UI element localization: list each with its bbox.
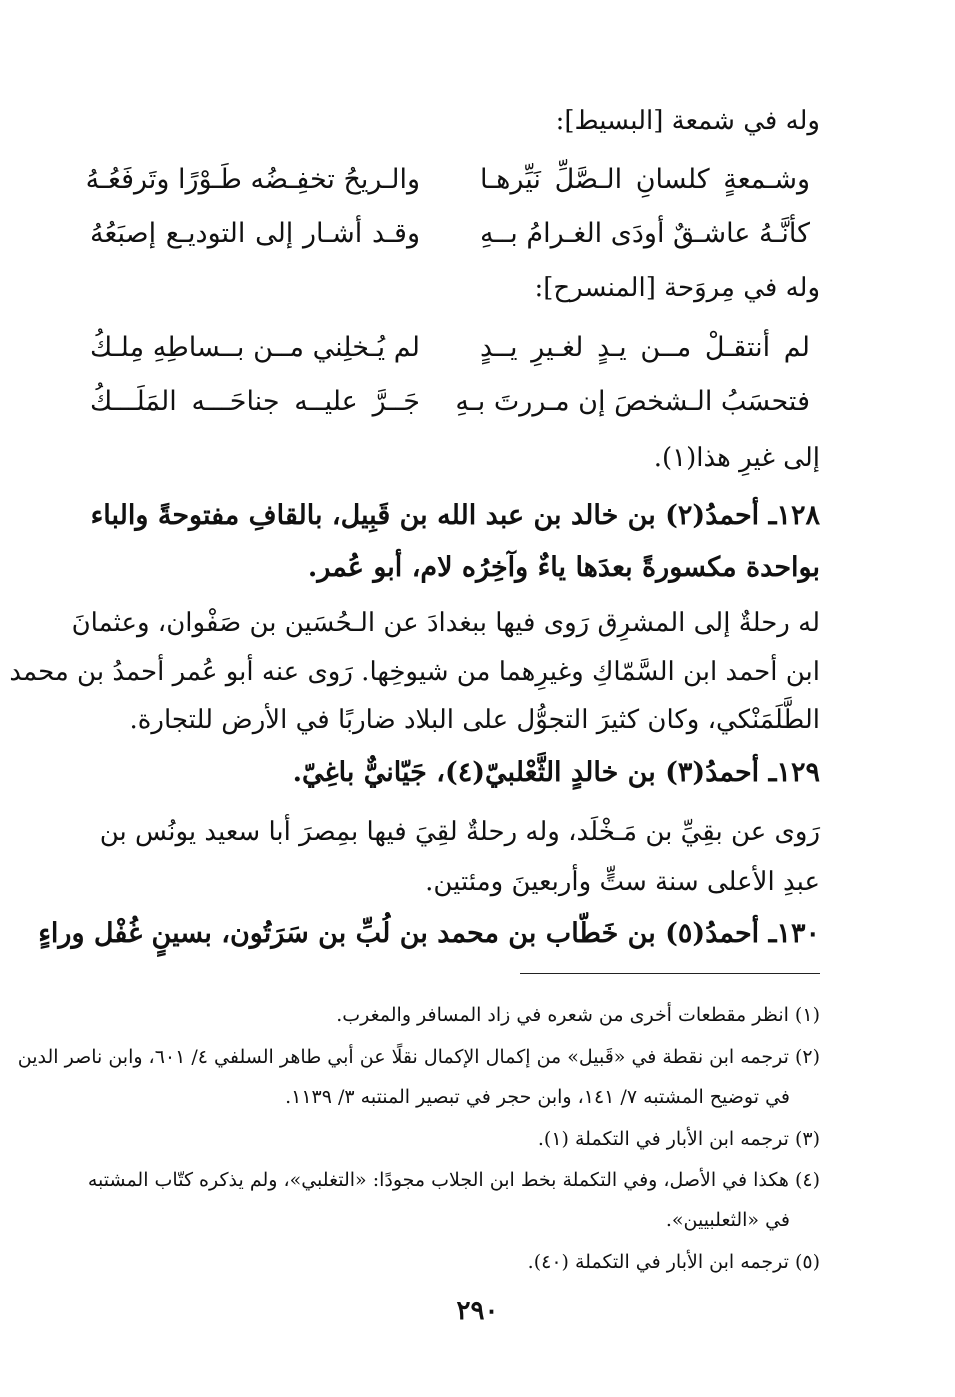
footnote-3: (٣) ترجمه ابن الأبار في التكملة (١). [537,1128,820,1150]
entry-128-body-line3: الطَّلَمَنْكي، وكان كثيرَ التجوُّل على البلاد ضاربًا في الأرض للتجارة. [129,705,820,735]
entry-128-heading-line1: ١٢٨ـ أحمدُ(٢) بن خالد بن عبد الله بن قَبِيل، بالقافِ مفتوحةً والباء [90,500,820,531]
verse-4-first-hemistich: فتحسَبُ الـشخصَ إن مـررتَ بـهِ [455,386,810,417]
verse-4-second-hemistich: جَــرَّ عليــه جناحَـــه المَلَـــكُ [90,386,420,417]
footnote-2-line1: (٢) ترجمه ابن نقطة في «قَبيل» من إكمال الإكمال نقلًا عن أبي طاهر السلفي ٤/ ٦٠١، وابن ناصر الدين [17,1046,820,1068]
entry-129-body-line2: عبدِ الأعلى سنة ستٍّ وأربعينَ ومئتين. [425,867,820,897]
poem2-after-note: إلى غيرِ هذا(١). [653,443,820,473]
verse-3-first-hemistich: لم أنتقـلْ مــن يـدٍ لغـيرِ يــدٍ [480,332,810,363]
verse-1-first-hemistich: وشـمعةٍ كلسانِ الـصَّلِّ نَيِّرهـا [480,164,810,195]
footnote-2-line2: في توضيح المشتبه ٧/ ١٤١، وابن حجر في تبصير المنتبه ٣/ ١١٣٩. [285,1086,790,1108]
verse-1 [85,158,820,202]
verse-1-second-hemistich: والـريحُ تخفِـضُه طَـوْرًا وتَرفَعُـهُ [85,164,420,195]
footnote-5: (٥) ترجمه ابن الأبار في التكملة (٤٠). [527,1251,820,1273]
entry-128-body-line2: ابن أحمد ابن السَّمّاكِ وغيرِهما من شيوخِها. رَوى عنه أبو عُمر أحمدُ بن محمد [9,657,820,687]
entry-129-heading: ١٢٩ـ أحمدُ(٣) بن خالدٍ الثَّعْلبيّ(٤)، جَيّانيٌّ باغِيّ. [292,757,820,788]
poem1-intro: وله في شمعة [البسيط]: [555,106,820,136]
entry-130-heading: ١٣٠ـ أحمدُ(٥) بن خَطّاب بن محمد بن لُبِّ بن سَرَتُون، بسينٍ غُفْل وراءٍ [38,918,820,949]
page-number: ٢٩٠ [456,1296,499,1326]
verse-2-first-hemistich: كأنَّـهُ عاشـقٌ أودَى الغـرامُ بــهِ [480,218,810,249]
footnote-separator [520,973,820,974]
poem2-intro: وله في مِروَحة [المنسرح]: [534,273,820,303]
verse-2-second-hemistich: وقـد أشـار إلى التوديـع إصبَعُهُ [90,218,420,249]
footnote-4-line1: (٤) هكذا في الأصل، وفي التكملة بخط ابن الجلاب مجودًا: «التغلبي»، ولم يذكره كتّاب المشتبه [87,1169,820,1191]
verse-4 [90,380,820,424]
entry-128-heading-line2: بواحدة مكسورةً بعدَها ياءٌ وآخِرُه لام، أبو عُمر. [307,552,820,583]
entry-128-body-line1: له رحلةٌ إلى المشرِق رَوى فيها ببغدادَ عن الـحُسَين بن صَفْوان، وعثمانَ [71,608,820,638]
footnote-1: (١) انظر مقطعات أخرى من شعره في زاد المسافر والمغرب. [336,1004,820,1026]
verse-3 [90,326,820,370]
verse-2 [90,212,820,256]
verse-3-second-hemistich: لم يُـخلِني مــن بــساطِهِ مِلـكُ [90,332,420,363]
footnote-4-line2: في «الثعلبيين». [665,1209,790,1231]
entry-129-body-line1: رَوى عن بقِيِّ بن مَـخْلَد، وله رحلةٌ لقِيَ فيها بمِصرَ أبا سعيد يونُس بن [99,817,820,847]
